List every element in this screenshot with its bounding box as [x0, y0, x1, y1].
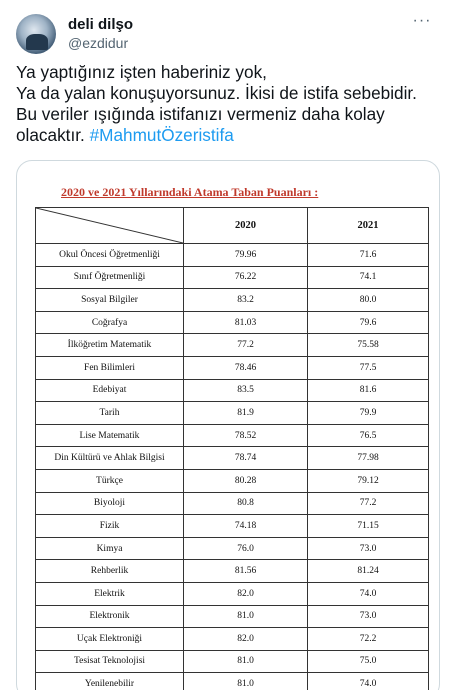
- score-2020-cell: 74.18: [184, 515, 308, 538]
- table-row: [36, 469, 429, 492]
- table-row: [36, 650, 429, 673]
- more-dots-icon[interactable]: ···: [412, 12, 432, 29]
- subject-cell: Türkçe: [36, 469, 184, 492]
- table-row: [36, 447, 429, 470]
- subject-cell: Coğrafya: [36, 311, 184, 334]
- score-2021-cell: 76.5: [308, 424, 429, 447]
- table-row: [36, 244, 429, 267]
- score-2021-cell: 75.58: [308, 334, 429, 357]
- score-2021-cell: 77.2: [308, 492, 429, 515]
- score-2020-cell: 81.0: [184, 650, 308, 673]
- score-2020-cell: 82.0: [184, 582, 308, 605]
- table-row: [36, 492, 429, 515]
- subject-cell: Rehberlik: [36, 560, 184, 583]
- score-2020-cell: 80.8: [184, 492, 308, 515]
- hashtag-link[interactable]: #MahmutÖzeristifa: [89, 125, 234, 145]
- score-2021-cell: 71.6: [308, 244, 429, 267]
- score-2020-cell: 80.28: [184, 469, 308, 492]
- subject-cell: İlköğretim Matematik: [36, 334, 184, 357]
- table-row: [36, 402, 429, 425]
- tweet-media-image[interactable]: [16, 160, 440, 690]
- subject-cell: Lise Matematik: [36, 424, 184, 447]
- score-2020-cell: 76.22: [184, 266, 308, 289]
- tweet-line: Ya yaptığınız işten haberiniz yok,: [16, 62, 267, 82]
- score-2020-cell: 76.0: [184, 537, 308, 560]
- tweet-header: [16, 12, 436, 56]
- subject-cell: Sınıf Öğretmenliği: [36, 266, 184, 289]
- table-row: [36, 424, 429, 447]
- table-row: [36, 311, 429, 334]
- table-row: [36, 334, 429, 357]
- tweet-line: Ya da yalan konuşuyorsunuz. İkisi de istifa sebebidir.: [16, 83, 417, 103]
- table-row: [36, 582, 429, 605]
- table-body: [36, 244, 429, 690]
- column-header-2021: 2021: [308, 208, 429, 244]
- score-2020-cell: 81.9: [184, 402, 308, 425]
- display-name[interactable]: deli dilşo: [68, 16, 134, 33]
- table-row: [36, 266, 429, 289]
- subject-cell: Elektronik: [36, 605, 184, 628]
- score-2021-cell: 74.1: [308, 266, 429, 289]
- subject-cell: Edebiyat: [36, 379, 184, 402]
- score-2020-cell: 78.46: [184, 356, 308, 379]
- score-2021-cell: 81.6: [308, 379, 429, 402]
- tweet-line-text: olacaktır.: [16, 125, 85, 145]
- subject-cell: Fizik: [36, 515, 184, 538]
- score-2020-cell: 83.5: [184, 379, 308, 402]
- document-title: 2020 ve 2021 Yıllarındaki Atama Taban Puanları :: [61, 185, 319, 199]
- subject-cell: Elektrik: [36, 582, 184, 605]
- subject-cell: Okul Öncesi Öğretmenliği: [36, 244, 184, 267]
- table-row: [36, 673, 429, 690]
- table-row: [36, 605, 429, 628]
- tweet-text: [16, 62, 436, 146]
- table-header-row: [36, 208, 429, 244]
- subject-cell: Fen Bilimleri: [36, 356, 184, 379]
- score-2021-cell: 72.2: [308, 628, 429, 651]
- user-handle[interactable]: @ezdidur: [68, 35, 129, 51]
- diagonal-line: [36, 208, 183, 243]
- table-row: [36, 356, 429, 379]
- score-2020-cell: 81.0: [184, 673, 308, 690]
- score-2021-cell: 77.5: [308, 356, 429, 379]
- score-2020-cell: 81.0: [184, 605, 308, 628]
- score-2021-cell: 80.0: [308, 289, 429, 312]
- score-2020-cell: 78.74: [184, 447, 308, 470]
- scores-table: [35, 207, 429, 690]
- score-2020-cell: 79.96: [184, 244, 308, 267]
- subject-cell: Uçak Elektroniği: [36, 628, 184, 651]
- score-2021-cell: 79.6: [308, 311, 429, 334]
- score-2020-cell: 83.2: [184, 289, 308, 312]
- score-2020-cell: 82.0: [184, 628, 308, 651]
- subject-cell: Biyoloji: [36, 492, 184, 515]
- tweet-line-last: [16, 125, 436, 146]
- score-2021-cell: 73.0: [308, 605, 429, 628]
- score-2021-cell: 79.9: [308, 402, 429, 425]
- score-2020-cell: 77.2: [184, 334, 308, 357]
- score-2021-cell: 77.98: [308, 447, 429, 470]
- score-2020-cell: 81.56: [184, 560, 308, 583]
- score-2021-cell: 71.15: [308, 515, 429, 538]
- table-row: [36, 560, 429, 583]
- table-row: [36, 537, 429, 560]
- table-row: [36, 289, 429, 312]
- tweet-line: Bu veriler ışığında istifanızı vermeniz daha kolay: [16, 104, 385, 124]
- subject-cell: Sosyal Bilgiler: [36, 289, 184, 312]
- score-2021-cell: 81.24: [308, 560, 429, 583]
- score-2020-cell: 81.03: [184, 311, 308, 334]
- avatar[interactable]: [16, 14, 56, 54]
- score-2021-cell: 74.0: [308, 673, 429, 690]
- score-2021-cell: 73.0: [308, 537, 429, 560]
- subject-cell: Kimya: [36, 537, 184, 560]
- score-2020-cell: 78.52: [184, 424, 308, 447]
- table-row: [36, 628, 429, 651]
- subject-cell: Yenilenebilir: [36, 673, 184, 690]
- subject-cell: Tesisat Teknolojisi: [36, 650, 184, 673]
- table-row: [36, 515, 429, 538]
- score-2021-cell: 74.0: [308, 582, 429, 605]
- subject-cell: Din Kültürü ve Ahlak Bilgisi: [36, 447, 184, 470]
- table-corner-cell: [36, 208, 184, 244]
- author-names: [68, 15, 133, 52]
- subject-cell: Tarih: [36, 402, 184, 425]
- column-header-2020: 2020: [184, 208, 308, 244]
- score-2021-cell: 79.12: [308, 469, 429, 492]
- table-row: [36, 379, 429, 402]
- score-2021-cell: 75.0: [308, 650, 429, 673]
